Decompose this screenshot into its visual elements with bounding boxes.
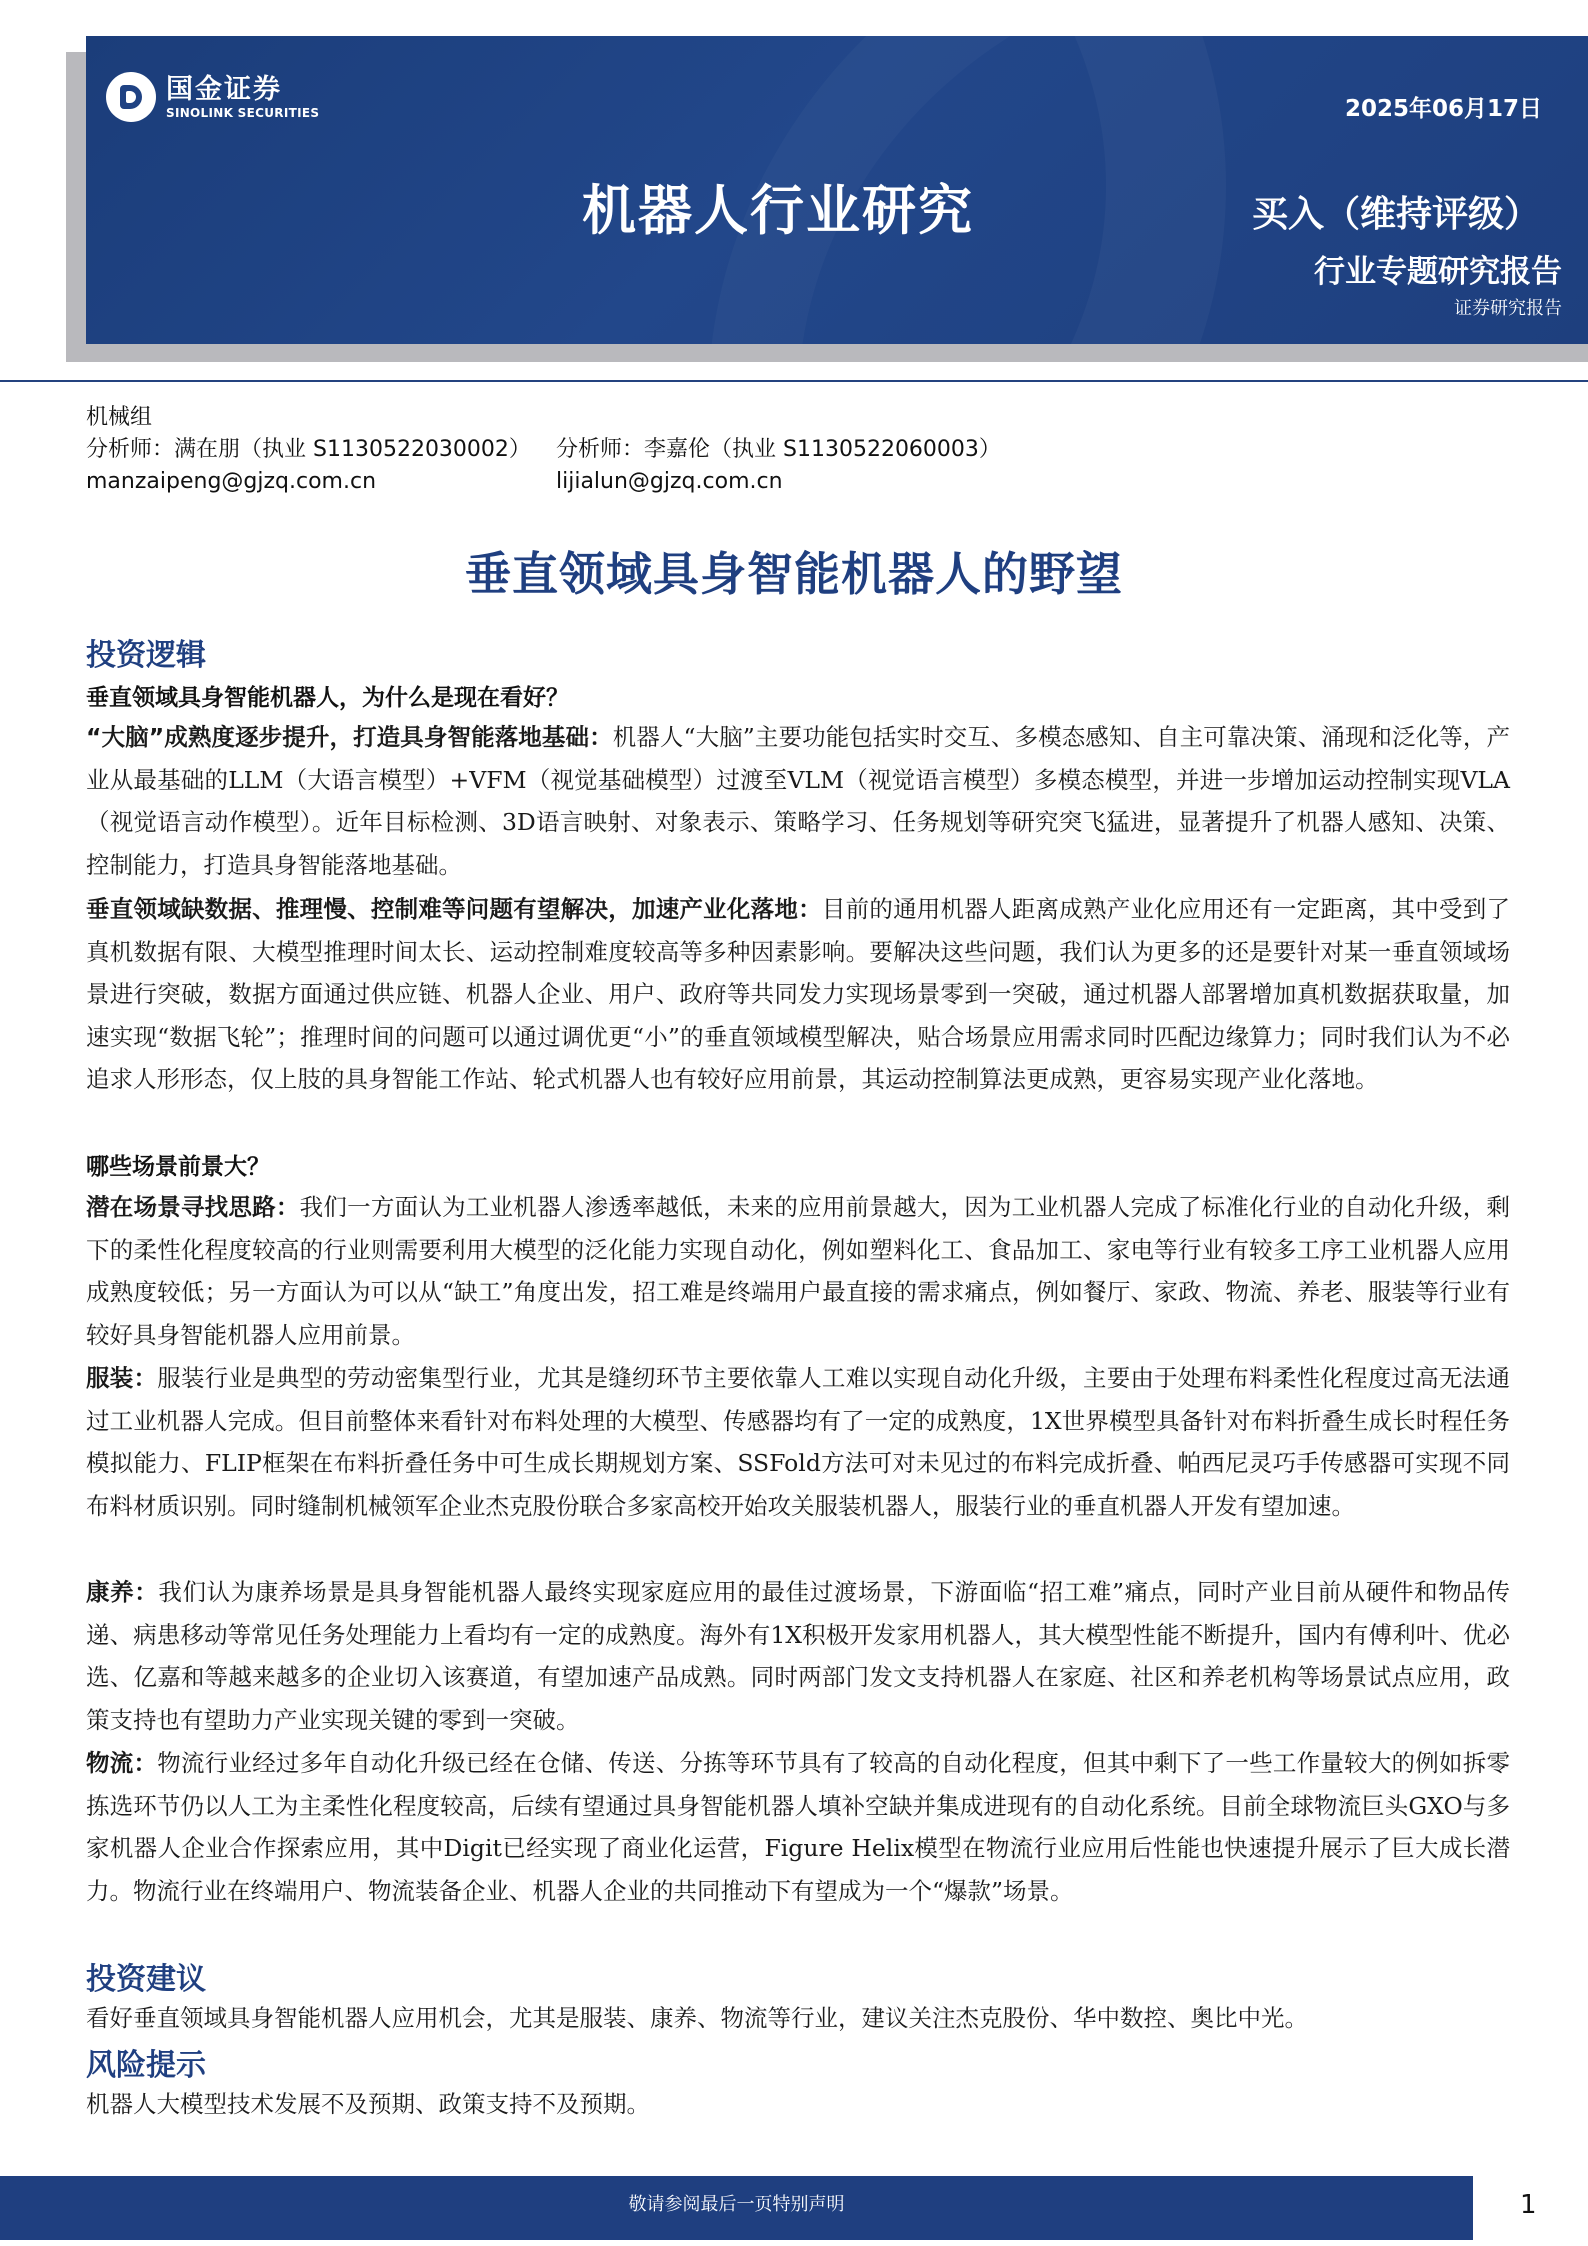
paragraph-risk: 机器人大模型技术发展不及预期、政策支持不及预期。 [86,2090,650,2118]
paragraph-scenario-body: 我们一方面认为工业机器人渗透率越低，未来的应用前景越大，因为工业机器人完成了标准化行业的自动化升级，剩下的柔性化程度较高的行业则需要利用大模型的泛化能力实现自动化，例如塑料化工、食品加工、家电等行业有较多工序工业机器人应用成熟度较低；另一方面认为可以从“缺工”角度出发，招工难是终端用户最直接的需求痛点，例如餐厅、家政、物流、养老、服装等行业有较好具身智能机器人应用前景。 [86,1193,1511,1349]
paragraph-brain-body: 机器人“大脑”主要功能包括实时交互、多模态感知、自主可靠决策、涌现和泛化等，产业从最基础的LLM（大语言模型）+VFM（视觉基础模型）过渡至VLM（视觉语言模型）多模态模型，并进一步增加运动控制实现VLA（视觉语言动作模型）。近年目标检测、3D语言映射、对象表示、策略学习、任务规划等研究突飞猛进，显著提升了机器人感知、决策、控制能力，打造具身智能落地基础。 [86,723,1511,879]
section-heading-risk: 风险提示 [86,2048,206,2083]
page-number: 1 [1520,2190,1537,2220]
report-type: 行业专题研究报告 [1314,254,1562,290]
document-title: 垂直领域具身智能机器人的野望 [465,547,1123,601]
paragraph-vertical-lead: 垂直领域缺数据、推理慢、控制难等问题有望解决，加速产业化落地： [86,895,822,923]
section-heading-logic: 投资逻辑 [86,638,206,673]
logo-cn-text: 国金证券 [166,74,282,105]
report-date: 2025年06月17日 [1344,96,1542,122]
paragraph-logistics [86,1742,1510,1912]
paragraph-advice: 看好垂直领域具身智能机器人应用机会，尤其是服装、康养、物流等行业，建议关注杰克股份、华中数控、奥比中光。 [86,2004,1308,2032]
paragraph-scenario-approach [86,1186,1510,1356]
logo-icon [106,72,156,122]
header-divider [0,380,1588,382]
paragraph-apparel-body: 服装行业是典型的劳动密集型行业，尤其是缝纫环节主要依靠人工难以实现自动化升级，主要由于处理布料柔性化程度过高无法通过工业机器人完成。但目前整体来看针对布料处理的大模型、传感器均有了一定的成熟度，1X世界模型具备针对布料折叠生成长时程任务模拟能力、FLIP框架在布料折叠任务中可生成长期规划方案、SSFold方法可对未见过的布料完成折叠、帕西尼灵巧手传感器可实现不同布料材质识别。同时缝制机械领军企业杰克股份联合多家高校开始攻关服装机器人，服装行业的垂直机器人开发有望加速。 [86,1364,1511,1520]
analyst-1: 分析师：满在朋（执业 S1130522030002） [86,437,531,462]
paragraph-scenario-lead: 潜在场景寻找思路： [86,1193,300,1221]
paragraph-eldercare [86,1571,1510,1741]
footer-notice: 敬请参阅最后一页特别声明 [628,2194,845,2215]
report-industry-title: 机器人行业研究 [582,179,974,242]
paragraph-eldercare-lead: 康养： [86,1578,159,1606]
report-subtype: 证券研究报告 [1454,298,1562,319]
paragraph-apparel [86,1357,1510,1527]
analyst-2: 分析师：李嘉伦（执业 S1130522060003） [556,437,1001,462]
paragraph-apparel-lead: 服装： [86,1364,158,1392]
paragraph-brain-lead: “大脑”成熟度逐步提升，打造具身智能落地基础： [86,723,613,751]
group-label: 机械组 [86,405,153,430]
analyst-2-email[interactable]: lijialun@gjzq.com.cn [556,469,783,494]
analyst-1-email[interactable]: manzaipeng@gjzq.com.cn [86,469,377,494]
paragraph-logistics-body: 物流行业经过多年自动化升级已经在仓储、传送、分拣等环节具有了较高的自动化程度，但其中剩下了一些工作量较大的例如拆零拣选环节仍以人工为主柔性化程度较高，后续有望通过具身智能机器人填补空缺并集成进现有的自动化系统。目前全球物流巨头GXO与多家机器人企业合作探索应用，其中Digit已经实现了商业化运营，Figure Helix模型在物流行业应用后性能也快速提升展示了巨大成长潜力。物流行业在终端用户、物流装备企业、机器人企业的共同推动下有望成为一个“爆款”场景。 [86,1749,1511,1905]
question-why-now: 垂直领域具身智能机器人，为什么是现在看好？ [86,685,569,711]
section-heading-advice: 投资建议 [86,1962,206,1997]
paragraph-brain [86,716,1510,886]
rating-label: 买入（维持评级） [1251,194,1540,235]
paragraph-logistics-lead: 物流： [86,1749,158,1777]
paragraph-vertical-body: 目前的通用机器人距离成熟产业化应用还有一定距离，其中受到了真机数据有限、大模型推理时间太长、运动控制难度较高等多种因素影响。要解决这些问题，我们认为更多的还是要针对某一垂直领域场景进行突破，数据方面通过供应链、机器人企业、用户、政府等共同发力实现场景零到一突破，通过机器人部署增加真机数据获取量，加速实现“数据飞轮”；推理时间的问题可以通过调优更“小”的垂直领域模型解决，贴合场景应用需求同时匹配边缘算力；同时我们认为不必追求人形形态，仅上肢的具身智能工作站、轮式机器人也有较好应用前景，其运动控制算法更成熟，更容易实现产业化落地。 [86,895,1511,1094]
paragraph-eldercare-body: 我们认为康养场景是具身智能机器人最终实现家庭应用的最佳过渡场景，下游面临“招工难”痛点，同时产业目前从硬件和物品传递、病患移动等常见任务处理能力上看均有一定的成熟度。海外有1X积极开发家用机器人，其大模型性能不断提升，国内有傅利叶、优必选、亿嘉和等越来越多的企业切入该赛道，有望加速产品成熟。同时两部门发文支持机器人在家庭、社区和养老机构等场景试点应用，政策支持也有望助力产业实现关键的零到一突破。 [86,1578,1511,1734]
logo-en-text: SINOLINK SECURITIES [166,106,320,120]
paragraph-vertical [86,888,1510,1101]
question-scenarios: 哪些场景前景大？ [86,1154,270,1180]
company-logo [106,72,319,122]
